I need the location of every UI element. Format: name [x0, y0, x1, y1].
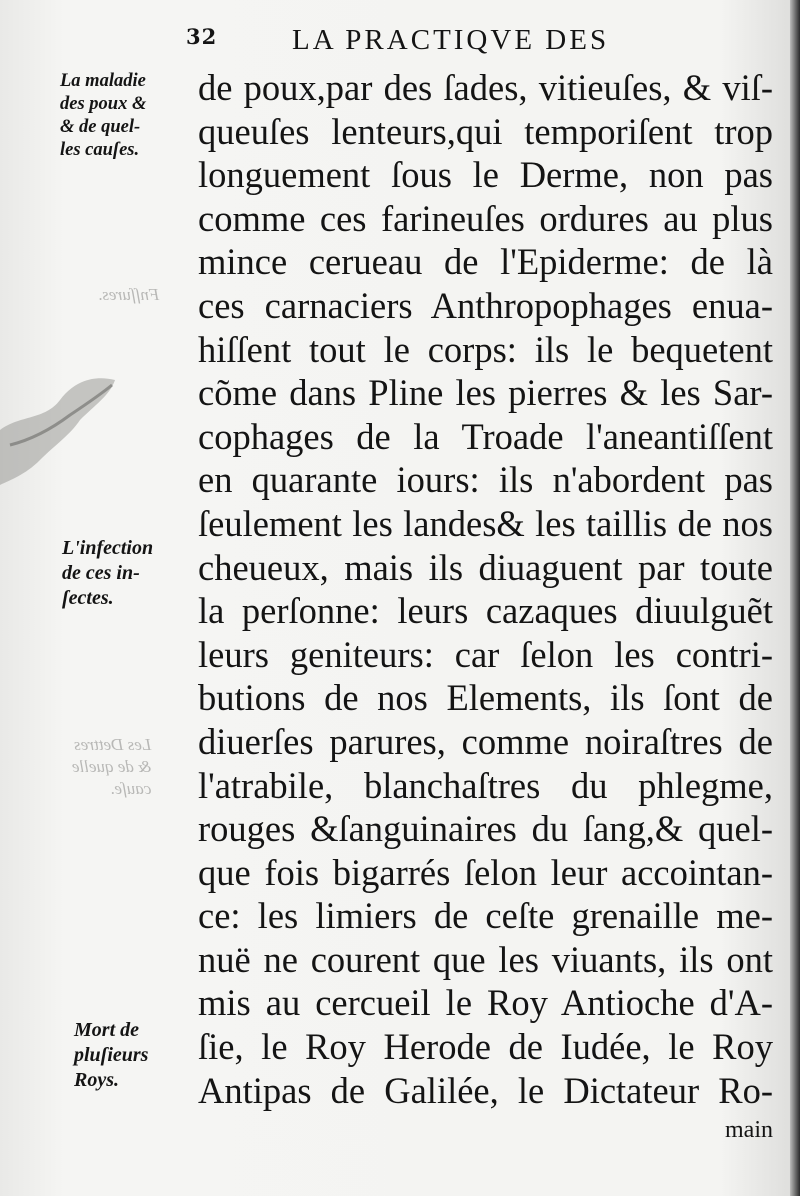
show-through-line: cauſe. — [110, 779, 152, 798]
body-line: cheueux, mais ils diuaguent par toute — [198, 546, 773, 588]
body-line: de poux,par des ſades, vitieuſes, & viſ- — [198, 67, 773, 108]
margin-note-disease-causes — [60, 70, 146, 162]
body-line: longuement ſous le Derme, non pas — [198, 154, 773, 196]
body-line: la perſonne: leurs cazaques diuulguẽt — [198, 590, 773, 632]
margin-note-line: Roys. — [74, 1069, 119, 1091]
body-line: l'atrabile, blanchaſtres du phlegme, — [198, 764, 773, 806]
show-through-text-left — [98, 284, 159, 306]
show-through-text-right — [72, 734, 151, 800]
body-line: diuerſes parures, comme noiraſtres de — [198, 720, 773, 762]
body-line: rouges &ſanguinaires du ſang,& quel- — [198, 808, 773, 850]
body-line: Antipas de Galilée, le Dictateur Ro- — [198, 1069, 773, 1111]
margin-note-line: pluſieurs — [74, 1044, 149, 1066]
body-line: mis au cercueil le Roy Antioche d'A- — [198, 982, 773, 1024]
margin-note-infection — [62, 536, 153, 611]
body-line: nuë ne courent que les viuants, ils ont — [198, 938, 773, 980]
body-line: ces carnaciers Anthropophages enua- — [198, 284, 773, 326]
body-text — [198, 66, 773, 1148]
margin-note-line: de ces in- — [62, 562, 140, 584]
body-line: comme ces farineuſes ordures au plus — [198, 197, 773, 239]
body-line: hiſſent tout le corps: ils le bequetent — [198, 328, 773, 370]
body-line: queuſes lenteurs,qui temporiſent trop — [198, 110, 773, 152]
body-line: que fois bigarrés ſelon leur accointan- — [198, 851, 773, 893]
body-line: ſeulement les landes& les taillis de nos — [198, 502, 773, 544]
margin-note-line: La maladie — [60, 71, 146, 91]
running-head: LA PRACTIQVE DES — [292, 24, 610, 56]
page-gutter-shadow — [790, 0, 800, 1196]
body-line: ce: les limiers de ceſte grenaille me- — [198, 895, 773, 937]
ink-stain-decoration — [0, 360, 120, 510]
body-line: mince cerueau de l'Epiderme: de là — [198, 241, 773, 283]
body-line: butions de nos Elements, ils ſont de — [198, 677, 773, 719]
body-line: cõme dans Pline les pierres & les Sar- — [198, 372, 773, 414]
show-through-line: & de quelle — [72, 757, 152, 776]
margin-note-line: ſectes. — [62, 587, 114, 609]
body-line: leurs geniteurs: car ſelon les contri- — [198, 633, 773, 675]
margin-note-line: les cauſes. — [60, 140, 140, 160]
margin-note-line: Mort de — [74, 1019, 139, 1041]
margin-note-line: & de quel- — [60, 117, 141, 137]
show-through-line: Les Dettres — [74, 735, 152, 754]
margin-note-line: des poux & — [60, 94, 147, 114]
body-line: en quarante iours: ils n'abordent pas — [198, 459, 773, 501]
body-line: cophages de la Troade l'aneantiſſent — [198, 415, 773, 457]
body-line: ſie, le Roy Herode de Iudée, le Roy — [198, 1026, 773, 1068]
catchword: main — [725, 1117, 773, 1144]
show-through-line: Fnſſures. — [98, 285, 160, 304]
margin-note-death-of-kings — [74, 1018, 148, 1093]
page-number: 32 — [186, 24, 218, 49]
margin-note-line: L'infection — [62, 537, 154, 559]
